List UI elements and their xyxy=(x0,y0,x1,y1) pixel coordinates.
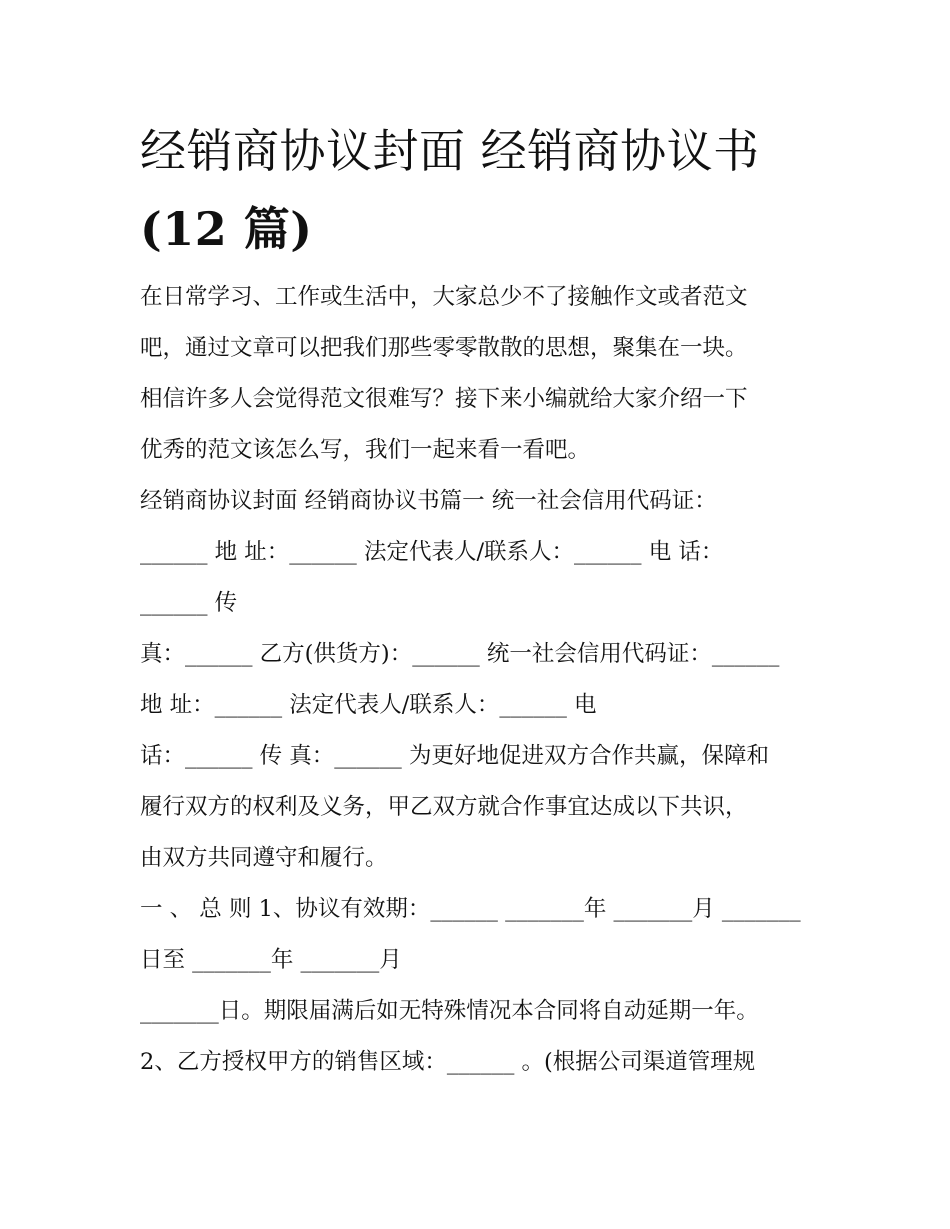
body-line: ______ 传 xyxy=(140,590,238,616)
body-line: ______ 地 址：______ 法定代表人/联系人：______ 电 话： xyxy=(140,539,724,565)
body-line: 日至 _______年 _______月 xyxy=(140,947,402,973)
body-line: _______日。期限届满后如无特殊情况本合同将自动延期一年。 xyxy=(140,998,759,1024)
body-line: 一 、 总 则 1、协议有效期：______ _______年 _______月 _______ xyxy=(140,896,801,922)
body-line: 履行双方的权利及义务，甲乙双方就合作事宜达成以下共识， xyxy=(140,794,748,820)
title-line: 经销商协议封面 经销商协议书 xyxy=(140,124,760,178)
body-line: 由双方共同遵守和履行。 xyxy=(140,845,388,871)
body-line: 地 址：______ 法定代表人/联系人：______ 电 xyxy=(140,692,597,718)
body-line: 优秀的范文该怎么写，我们一起来看一看吧。 xyxy=(140,437,591,463)
document-body xyxy=(140,272,820,1088)
title-line: (12 篇) xyxy=(140,202,313,256)
body-line: 话：______ 传 真：______ 为更好地促进双方合作共赢，保障和 xyxy=(140,743,769,769)
body-line: 吧，通过文章可以把我们那些零零散散的思想，聚集在一块。 xyxy=(140,335,748,361)
body-line: 真：______ 乙方(供货方)：______ 统一社会信用代码证：______ xyxy=(140,641,780,667)
body-line: 在日常学习、工作或生活中，大家总少不了接触作文或者范文 xyxy=(140,284,748,310)
body-line: 经销商协议封面 经销商协议书篇一 统一社会信用代码证： xyxy=(140,488,717,514)
document-title xyxy=(140,112,820,268)
body-line: 相信许多人会觉得范文很难写？接下来小编就给大家介绍一下 xyxy=(140,386,748,412)
body-line: 2、乙方授权甲方的销售区域：______ 。(根据公司渠道管理规 xyxy=(140,1049,756,1075)
